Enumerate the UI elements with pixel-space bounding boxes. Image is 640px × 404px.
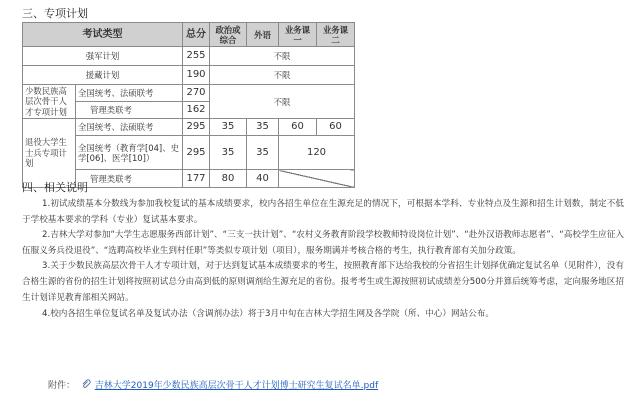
total-score: 295 [183,119,210,136]
group-label: 少数民族高层次骨干人才专项计划 [23,85,76,119]
total-score: 177 [183,170,210,188]
not-applicable-cell [279,170,355,188]
header-course-1: 业务课一 [279,23,317,47]
row-sublabel: 全国统考、法硕联考 [76,85,183,102]
attachment-line [48,378,378,391]
table-row [23,66,355,85]
header-total: 总分 [183,23,210,47]
attachment-prefix: 附件： [48,381,76,391]
note-paragraph-2: 2.吉林大学对参加“大学生志愿服务西部计划”、“三支一扶计划”、“农村义务教育阶段学校教师特设岗位计划”、“赴外汉语教师志愿者”、“高校学生应征入伍服义务兵役退役”、“选聘高校毕业生到村任职”等类似专项计划（项目），服务期满并考核合格的考生，执行教育部有关加分政策。 [22,230,624,256]
paperclip-icon [81,379,91,389]
unlimited-note: 不限 [210,85,355,119]
row-sublabel: 全国统考、法硕联考 [76,119,183,136]
note-paragraph-4: 4.校内各招生单位复试名单及复试办法（含调剂办法）将于3月中旬在吉林大学招生网及各学院（所、中心）网站公布。 [42,309,494,320]
row-sublabel: 管理类联考 [76,170,183,188]
note-paragraph-1: 1.初试成绩基本分数线为参加我校复试的基本成绩要求，校内各招生单位在生源充足的情况下，可根据本学科、专业特点及生源和招生计划数，制定不低于学校基本要求的学科（专业）复试基本要求。 [22,199,624,225]
row-label: 援藏计划 [23,66,183,85]
section-3-title: 三、专项计划 [22,7,88,20]
table-row [23,119,355,136]
special-plan-table [22,22,355,188]
course-1-score: 60 [279,119,317,136]
table-header-row [23,23,355,47]
foreign-score: 35 [247,119,279,136]
row-sublabel: 管理类联考 [76,102,183,119]
row-sublabel: 全国统考（教育学[04]、史学[06]、医学[10]） [76,136,183,170]
unlimited-note: 不限 [210,47,355,66]
total-score: 190 [183,66,210,85]
note-paragraph-3: 3.关于少数民族高层次骨干人才专项计划，对于达到复试基本成绩要求的考生，按照教育部下达给我校的分省招生计划择优确定复试名单（见附件），没有合格生源的省份的招生计划将按照初试总分由高到低的原则调剂给生源充足的省份。报考考生或生源按照初试成绩差分500分并算后统筹考虑，定向服务地区招生计划详见教育部相关网站。 [22,261,624,303]
table-row [23,85,355,102]
row-label: 强军计划 [23,47,183,66]
total-score: 162 [183,102,210,119]
header-course-2: 业务课二 [317,23,355,47]
total-score: 295 [183,136,210,170]
header-exam-type: 考试类型 [23,23,183,47]
notes-body [22,197,624,323]
section-4-title: 四、相关说明 [22,181,88,194]
foreign-score: 35 [247,136,279,170]
header-foreign-language: 外语 [247,23,279,47]
total-score: 270 [183,85,210,102]
course-score-combined: 120 [279,136,355,170]
attachment-link[interactable]: 吉林大学2019年少数民族高层次骨干人才计划博士研究生复试名单.pdf [94,381,379,391]
politics-score: 35 [210,119,247,136]
politics-score: 35 [210,136,247,170]
foreign-score: 40 [247,170,279,188]
total-score: 255 [183,47,210,66]
politics-score: 80 [210,170,247,188]
unlimited-note: 不限 [210,66,355,85]
table-row [23,47,355,66]
header-politics: 政治或综合 [210,23,247,47]
course-2-score: 60 [317,119,355,136]
group-label: 退役大学生士兵专项计划 [23,119,76,188]
